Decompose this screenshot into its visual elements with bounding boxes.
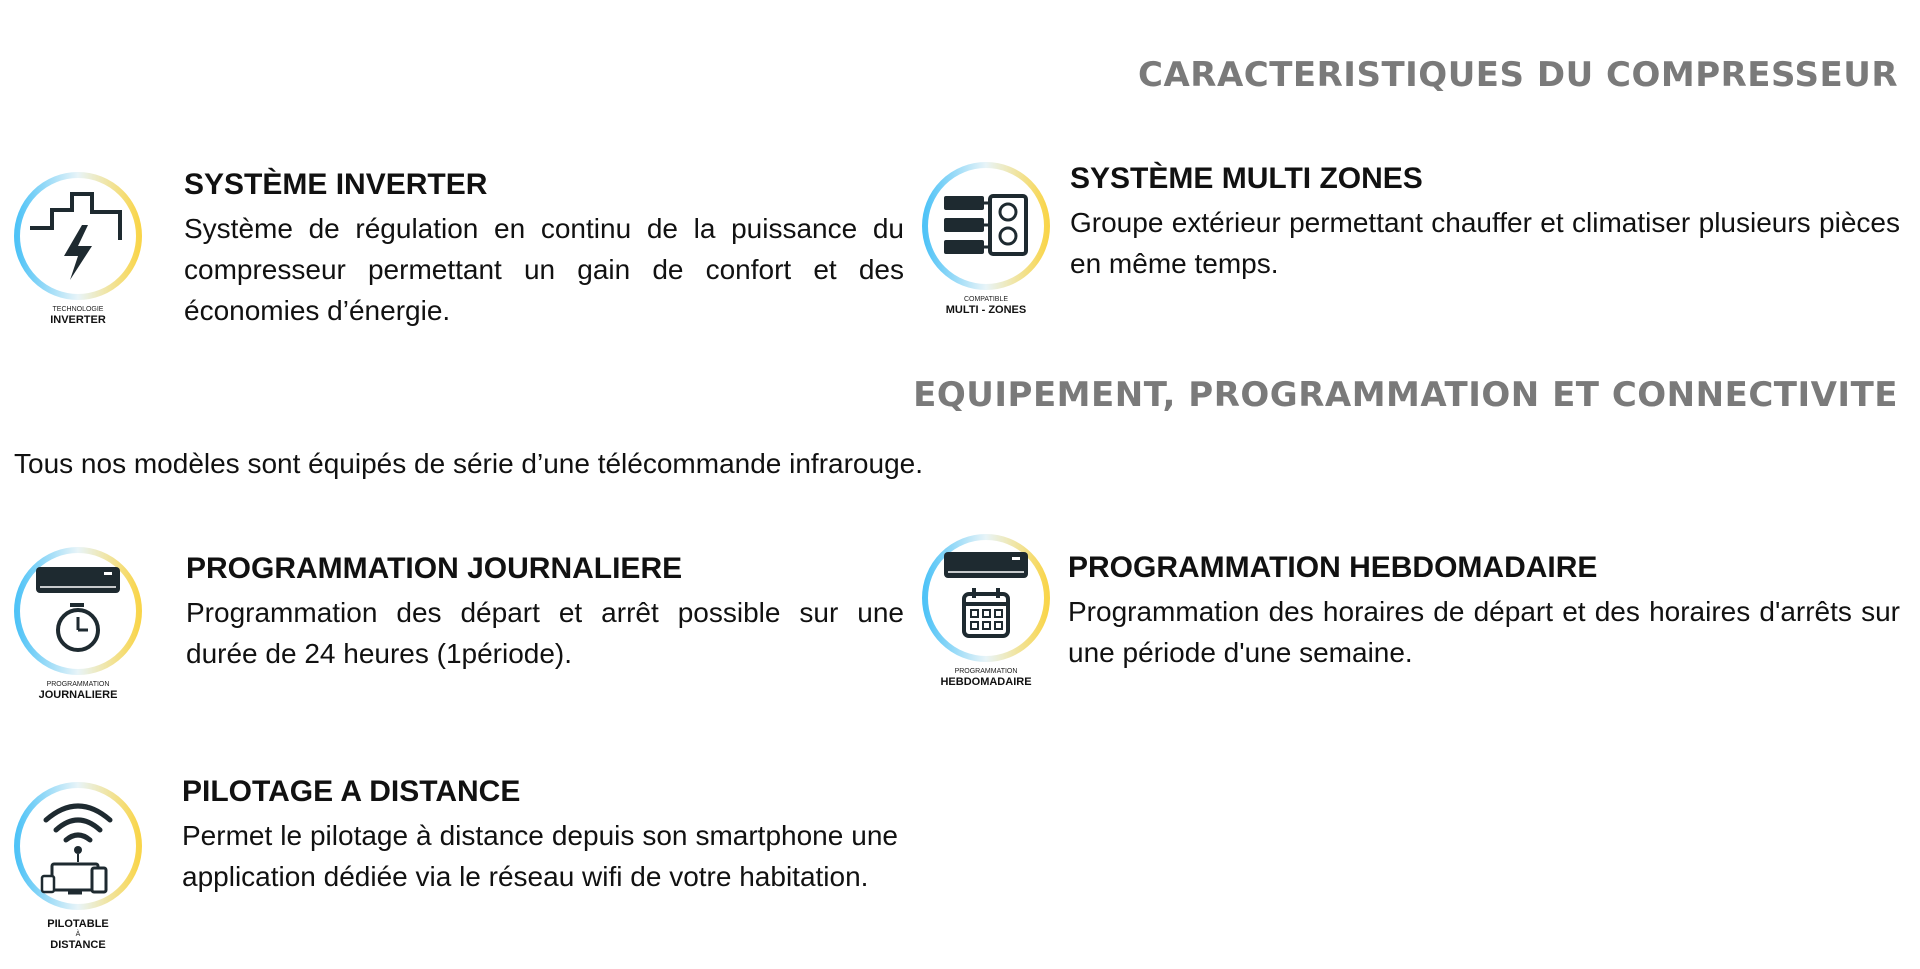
daily-icon-caption-bottom: JOURNALIERE xyxy=(38,689,118,701)
remote-icon-caption-bottom: DISTANCE xyxy=(50,939,106,951)
remote-icon-caption-mid: À xyxy=(75,931,81,938)
weekly-icon-badge xyxy=(920,532,1052,689)
multizones-icon-caption-bottom: MULTI - ZONES xyxy=(945,304,1027,316)
multizones-icon xyxy=(920,160,1052,292)
inverter-icon-caption-bottom: INVERTER xyxy=(50,314,106,326)
weekly-text: Programmation des horaires de départ et des horaires d'arrêts sur une période d'une semaine. xyxy=(1068,596,1900,668)
weekly-icon-caption-top: PROGRAMMATION xyxy=(954,668,1018,675)
inverter-text: Système de régulation en continu de la puissance du compresseur permettant un gain de confort et des économies d’énergie. xyxy=(184,213,904,326)
weekly-title: PROGRAMMATION HEBDOMADAIRE xyxy=(1068,551,1598,584)
inverter-icon xyxy=(12,170,144,302)
daily-title: PROGRAMMATION JOURNALIERE xyxy=(186,552,683,585)
inverter-icon-badge xyxy=(12,170,144,327)
remote-icon xyxy=(12,780,144,912)
daily-icon xyxy=(12,545,144,677)
section-title-compressor: CARACTERISTIQUES DU COMPRESSEUR xyxy=(1138,55,1898,95)
multizones-icon-badge xyxy=(920,160,1052,317)
weekly-icon-caption-bottom: HEBDOMADAIRE xyxy=(940,676,1032,688)
remote-icon-caption-top: PILOTABLE xyxy=(47,918,109,930)
inverter-title: SYSTÈME INVERTER xyxy=(184,168,488,201)
inverter-body xyxy=(184,168,904,331)
inverter-icon-caption-top: TECHNOLOGIE xyxy=(52,306,104,313)
multizones-icon-caption-top: COMPATIBLE xyxy=(963,296,1009,303)
daily-icon-caption-top: PROGRAMMATION xyxy=(46,681,110,688)
remote-body xyxy=(182,775,898,897)
intro-text: Tous nos modèles sont équipés de série d’une télécommande infrarouge. xyxy=(14,448,924,479)
daily-icon-badge xyxy=(12,545,144,702)
daily-text: Programmation des départ et arrêt possible sur une durée de 24 heures (1période). xyxy=(186,597,904,669)
multizones-body xyxy=(1070,162,1900,284)
weekly-body xyxy=(1068,551,1900,673)
weekly-icon xyxy=(920,532,1052,664)
multizones-title: SYSTÈME MULTI ZONES xyxy=(1070,162,1423,195)
remote-text: Permet le pilotage à distance depuis son smartphone une application dédiée via le réseau wifi de votre habitation. xyxy=(182,820,898,892)
multizones-text: Groupe extérieur permettant chauffer et climatiser plusieurs pièces en même temps. xyxy=(1070,207,1900,279)
remote-title: PILOTAGE A DISTANCE xyxy=(182,775,521,808)
remote-icon-badge xyxy=(12,780,144,952)
section-title-equipment: EQUIPEMENT, PROGRAMMATION ET CONNECTIVITE xyxy=(913,375,1898,415)
daily-body xyxy=(186,552,904,674)
